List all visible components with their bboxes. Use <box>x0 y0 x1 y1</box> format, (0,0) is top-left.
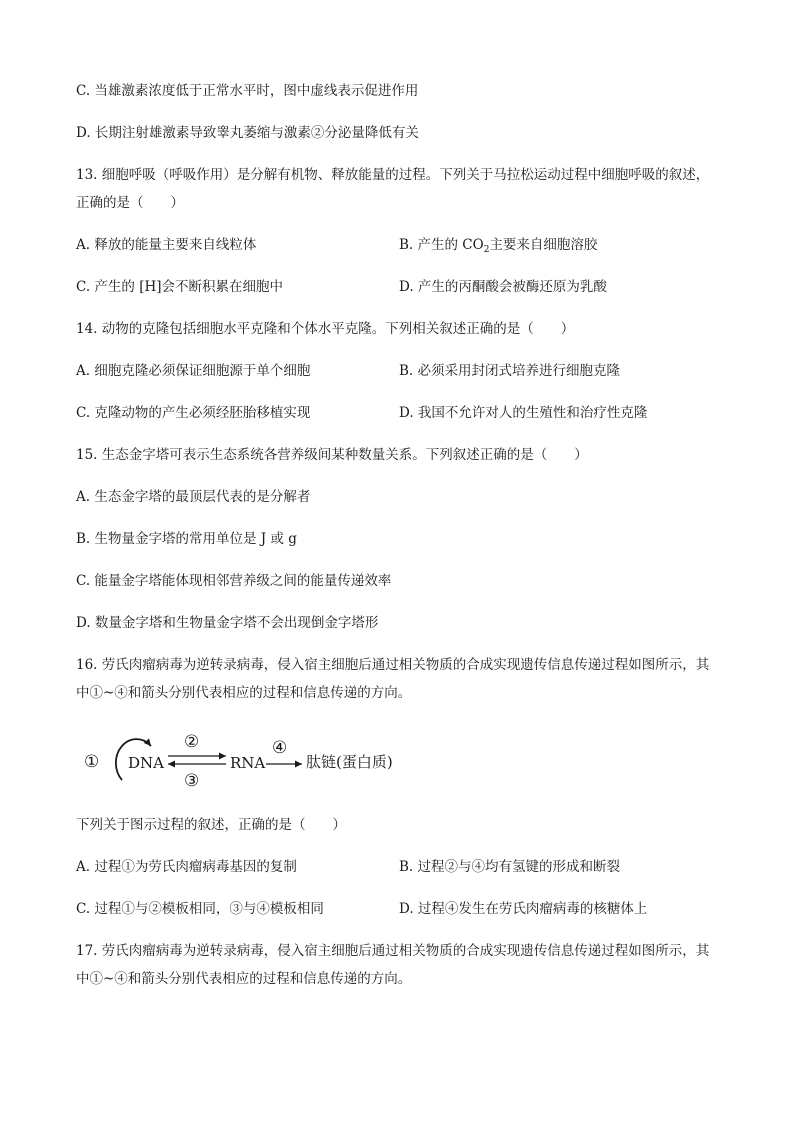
q13-option-b-rest: 主要来自细胞溶胶 <box>489 237 598 253</box>
process-4-label: ④ <box>272 738 288 758</box>
q16-option-d: D. 过程④发生在劳氏肉瘤病毒的核糖体上 <box>399 901 648 917</box>
q13-option-a: A. 释放的能量主要来自线粒体 <box>76 237 257 253</box>
q15-stem: 15. 生态金字塔可表示生态系统各营养级间某种数量关系。下列叙述正确的是（ ） <box>76 447 588 463</box>
q16-option-a: A. 过程①为劳氏肉瘤病毒基因的复制 <box>76 859 297 875</box>
q13-stem-line1: 13. 细胞呼吸（呼吸作用）是分解有机物、释放能量的过程。下列关于马拉松运动过程中细胞呼吸的叙述， <box>76 167 710 183</box>
q16-option-b: B. 过程②与④均有氢键的形成和断裂 <box>399 859 621 875</box>
q17-stem-line1: 17. 劳氏肉瘤病毒为逆转录病毒，侵入宿主细胞后通过相关物质的合成实现遗传信息传递过程如图所示，其 <box>76 943 710 959</box>
genetic-info-flow-diagram <box>76 722 416 792</box>
q13-option-b-text: B. 产生的 CO <box>399 237 484 253</box>
process-1-label: ① <box>84 752 100 772</box>
process-2-label: ② <box>184 732 200 752</box>
q15-option-b: B. 生物量金字塔的常用单位是 J 或 g <box>76 531 297 547</box>
q12-option-c: C. 当雄激素浓度低于正常水平时，图中虚线表示促进作用 <box>76 83 419 99</box>
q14-option-a: A. 细胞克隆必须保证细胞源于单个细胞 <box>76 363 311 379</box>
q12-option-d: D. 长期注射雄激素导致睾丸萎缩与激素②分泌量降低有关 <box>76 125 419 141</box>
q13-option-b-subscript: 2 <box>483 245 490 255</box>
q17-stem-line2: 中①~④和箭头分别代表相应的过程和信息传递的方向。 <box>76 971 412 987</box>
q13-option-c: C. 产生的 [H]会不断积累在细胞中 <box>76 279 284 295</box>
q13-option-d: D. 产生的丙酮酸会被酶还原为乳酸 <box>399 279 607 295</box>
q15-option-a: A. 生态金字塔的最顶层代表的是分解者 <box>76 489 311 505</box>
q14-stem: 14. 动物的克隆包括细胞水平克隆和个体水平克隆。下列相关叙述正确的是（ ） <box>76 321 575 337</box>
q14-option-c: C. 克隆动物的产生必须经胚胎移植实现 <box>76 405 311 421</box>
q15-option-d: D. 数量金字塔和生物量金字塔不会出现倒金字塔形 <box>76 615 379 631</box>
q16-option-c: C. 过程①与②模板相同，③与④模板相同 <box>76 901 324 917</box>
rna-label: RNA <box>230 754 266 772</box>
q14-option-d: D. 我国不允许对人的生殖性和治疗性克隆 <box>399 405 648 421</box>
peptide-label: 肽链(蛋白质) <box>306 753 393 771</box>
q13-stem-line2: 正确的是（ ） <box>76 195 184 211</box>
q13-option-b <box>399 236 597 254</box>
q14-option-b: B. 必须采用封闭式培养进行细胞克隆 <box>399 363 621 379</box>
process-3-label: ③ <box>184 771 200 791</box>
q15-option-c: C. 能量金字塔能体现相邻营养级之间的能量传递效率 <box>76 573 392 589</box>
q16-stem-line2: 中①~④和箭头分别代表相应的过程和信息传递的方向。 <box>76 685 412 701</box>
q16-stem-line1: 16. 劳氏肉瘤病毒为逆转录病毒，侵入宿主细胞后通过相关物质的合成实现遗传信息传递过程如图所示，其 <box>76 657 710 673</box>
q16-question: 下列关于图示过程的叙述，正确的是（ ） <box>76 817 346 833</box>
dna-label: DNA <box>128 754 164 772</box>
